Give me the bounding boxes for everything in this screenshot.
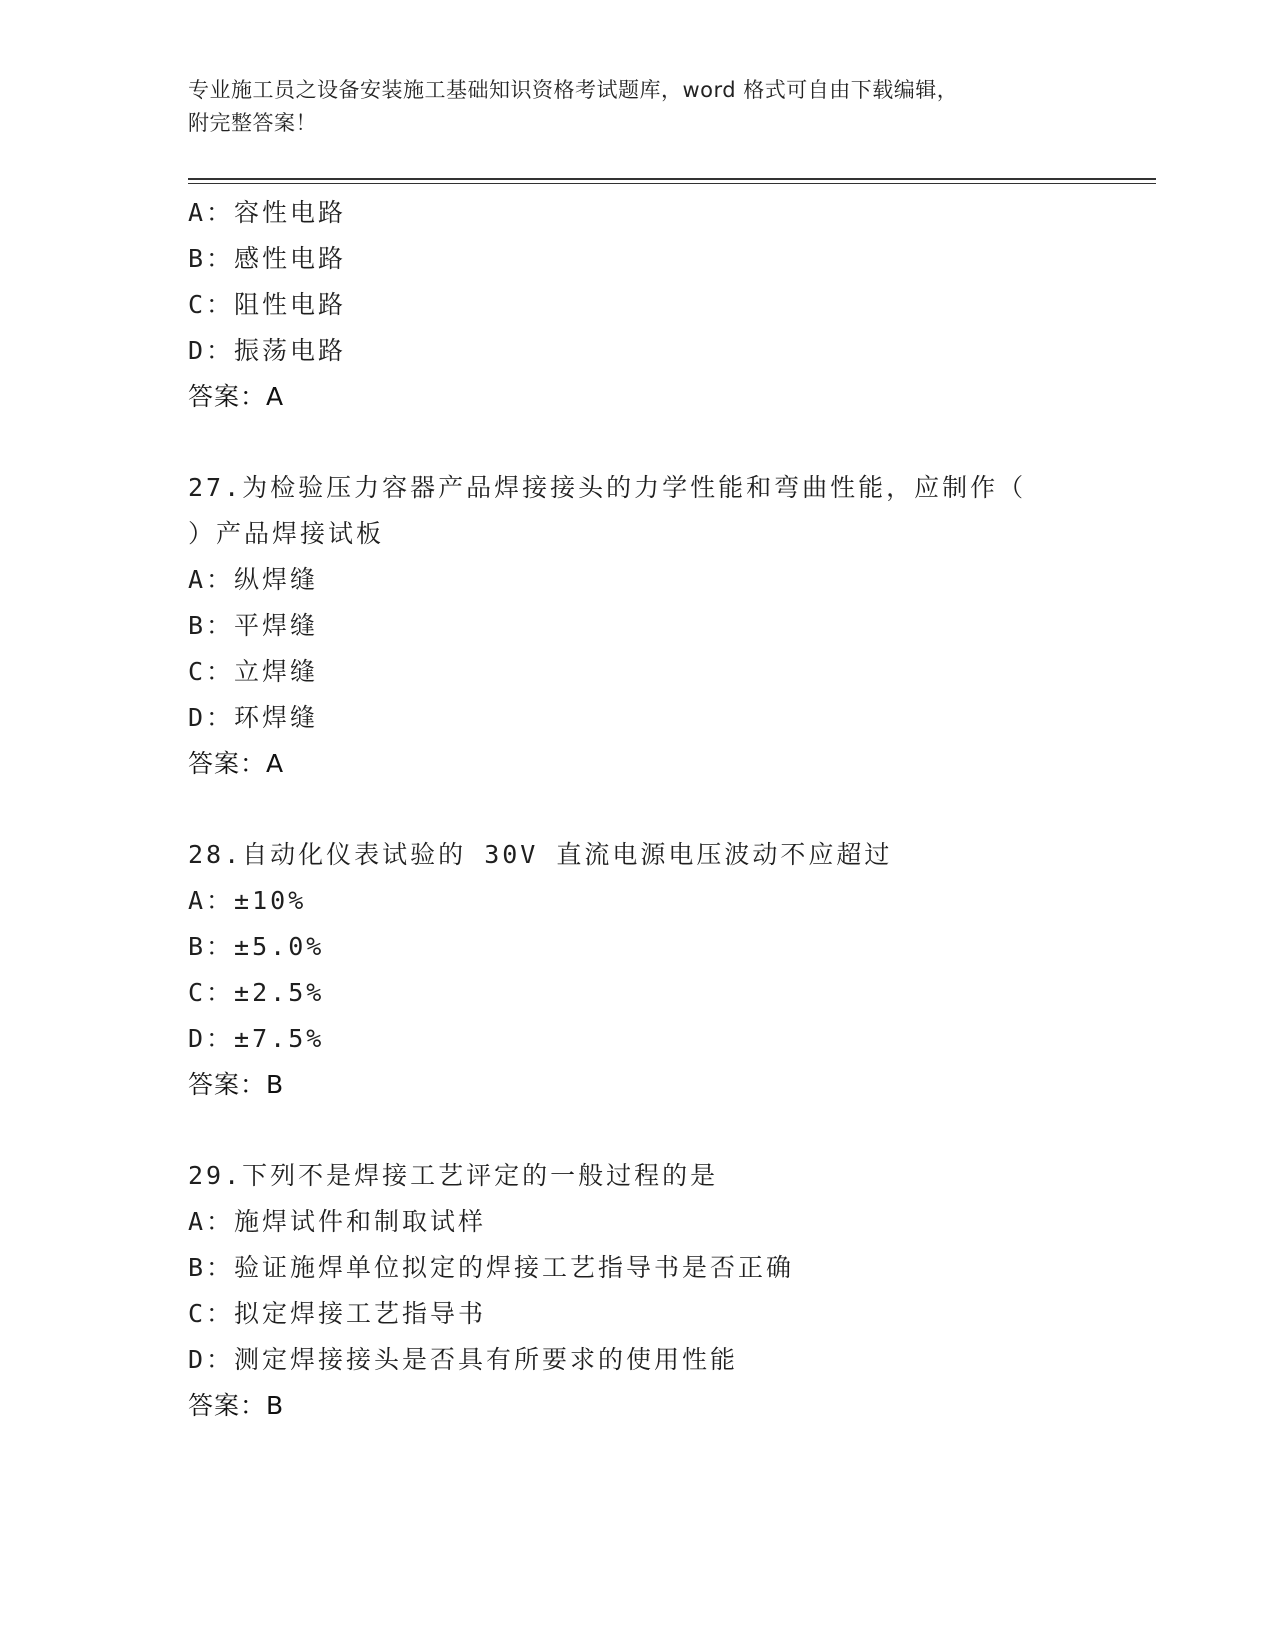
option-a: A：施焊试件和制取试样 [188, 1207, 487, 1236]
option-a: A：±10% [188, 886, 307, 915]
question-29 [188, 1153, 1148, 1429]
answer: 答案：A [188, 382, 285, 411]
question-list [188, 190, 1148, 1429]
question-stem: 28.自动化仪表试验的 30V 直流电源电压波动不应超过 [188, 840, 893, 869]
option-b: B：±5.0% [188, 932, 325, 961]
option-d: D：±7.5% [188, 1024, 325, 1053]
option-c: C：阻性电路 [188, 290, 347, 319]
option-b: B：平焊缝 [188, 611, 319, 640]
header-divider-thin [188, 183, 1156, 184]
option-d: D：测定焊接接头是否具有所要求的使用性能 [188, 1345, 739, 1374]
question-stem: 27.为检验压力容器产品焊接接头的力学性能和弯曲性能，应制作（ [188, 473, 1027, 502]
answer: 答案：B [188, 1391, 285, 1420]
document-header [188, 74, 1088, 140]
option-c: C：拟定焊接工艺指导书 [188, 1299, 487, 1328]
question-27 [188, 465, 1148, 787]
option-d: D：环焊缝 [188, 703, 319, 732]
header-line-1: 专业施工员之设备安装施工基础知识资格考试题库，word 格式可自由下载编辑， [188, 78, 959, 102]
option-c: C：立焊缝 [188, 657, 319, 686]
question-28 [188, 832, 1148, 1108]
question-stem: 29.下列不是焊接工艺评定的一般过程的是 [188, 1161, 719, 1190]
option-d: D：振荡电路 [188, 336, 347, 365]
answer: 答案：A [188, 749, 285, 778]
header-divider-thick [188, 178, 1156, 180]
option-c: C：±2.5% [188, 978, 325, 1007]
option-a: A：纵焊缝 [188, 565, 319, 594]
answer: 答案：B [188, 1070, 285, 1099]
option-b: B：验证施焊单位拟定的焊接工艺指导书是否正确 [188, 1253, 795, 1282]
question-stem-continued: ）产品焊接试板 [188, 519, 385, 548]
option-a: A：容性电路 [188, 198, 347, 227]
option-b: B：感性电路 [188, 244, 347, 273]
header-line-2: 附完整答案！ [188, 111, 317, 135]
question-26 [188, 190, 1148, 420]
